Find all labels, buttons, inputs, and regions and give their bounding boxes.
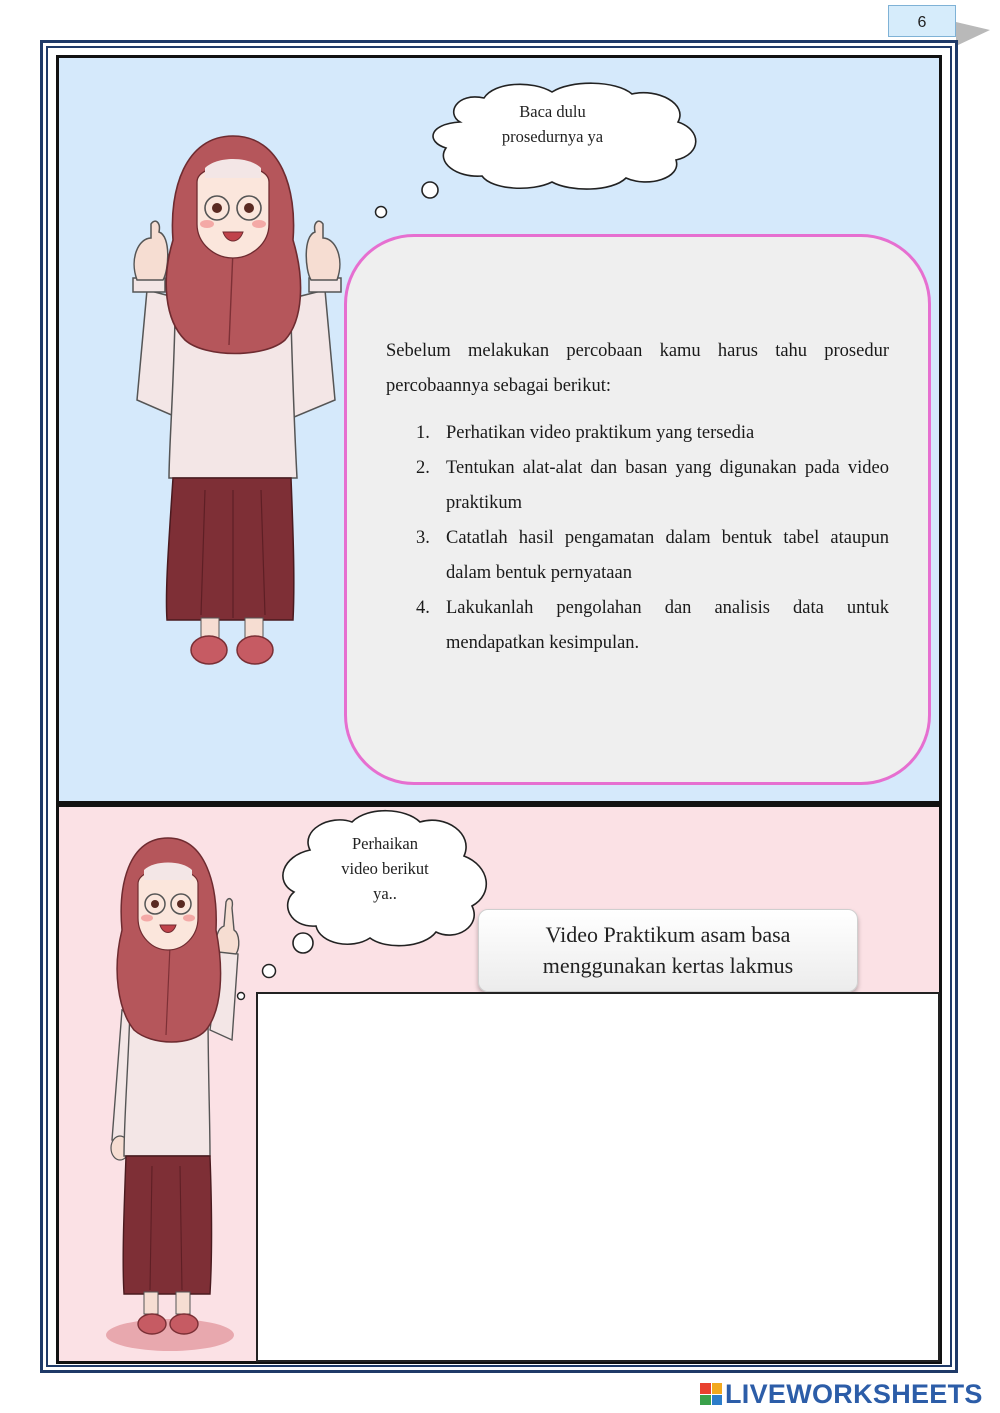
bubble-line: ya.. <box>373 884 397 903</box>
bubble-line: prosedurnya ya <box>501 127 604 146</box>
step-text: Lakukanlah pengolahan dan analisis data untuk mendapatkan kesimpulan. <box>446 598 889 653</box>
liveworksheets-logo-icon <box>700 1383 722 1405</box>
step-number: 4. <box>416 598 430 618</box>
procedure-step <box>386 591 889 661</box>
bubble-text-bottom <box>314 831 456 906</box>
procedure-step <box>386 451 889 521</box>
bubble-line: Baca dulu <box>519 102 586 121</box>
step-text: Perhatikan video praktikum yang tersedia <box>446 423 755 443</box>
video-title-line: menggunakan kertas lakmus <box>542 953 794 978</box>
step-text: Catatlah hasil pengamatan dalam bentuk tabel ataupun dalam bentuk pernyataan <box>446 528 889 583</box>
video-title-card <box>478 909 858 992</box>
procedure-step <box>386 521 889 591</box>
procedure-text <box>386 334 889 661</box>
bubble-line: video berikut <box>341 859 429 878</box>
liveworksheets-watermark <box>700 1378 983 1410</box>
step-number: 3. <box>416 528 430 548</box>
procedure-steps <box>386 416 889 661</box>
procedure-intro: Sebelum melakukan percobaan kamu harus tahu prosedur percobaannya sebagai berikut: <box>386 341 889 396</box>
step-number: 2. <box>416 458 430 478</box>
page-number-tab: 6 <box>888 5 956 37</box>
procedure-step <box>386 416 889 451</box>
page-tab-fold <box>956 22 990 46</box>
bubble-text-top <box>470 99 635 149</box>
watermark-text: LIVEWORKSHEETS <box>725 1378 983 1409</box>
character-thumbs-up-illustration <box>125 120 350 680</box>
character-pointing-illustration <box>100 830 250 1360</box>
video-title-line: Video Praktikum asam basa <box>545 922 791 947</box>
thought-dots-top <box>370 200 400 240</box>
bubble-line: Perhaikan <box>352 834 418 853</box>
step-number: 1. <box>416 423 430 443</box>
step-text: Tentukan alat-alat dan basan yang digunakan pada video praktikum <box>446 458 889 513</box>
video-player-area[interactable] <box>256 992 940 1362</box>
